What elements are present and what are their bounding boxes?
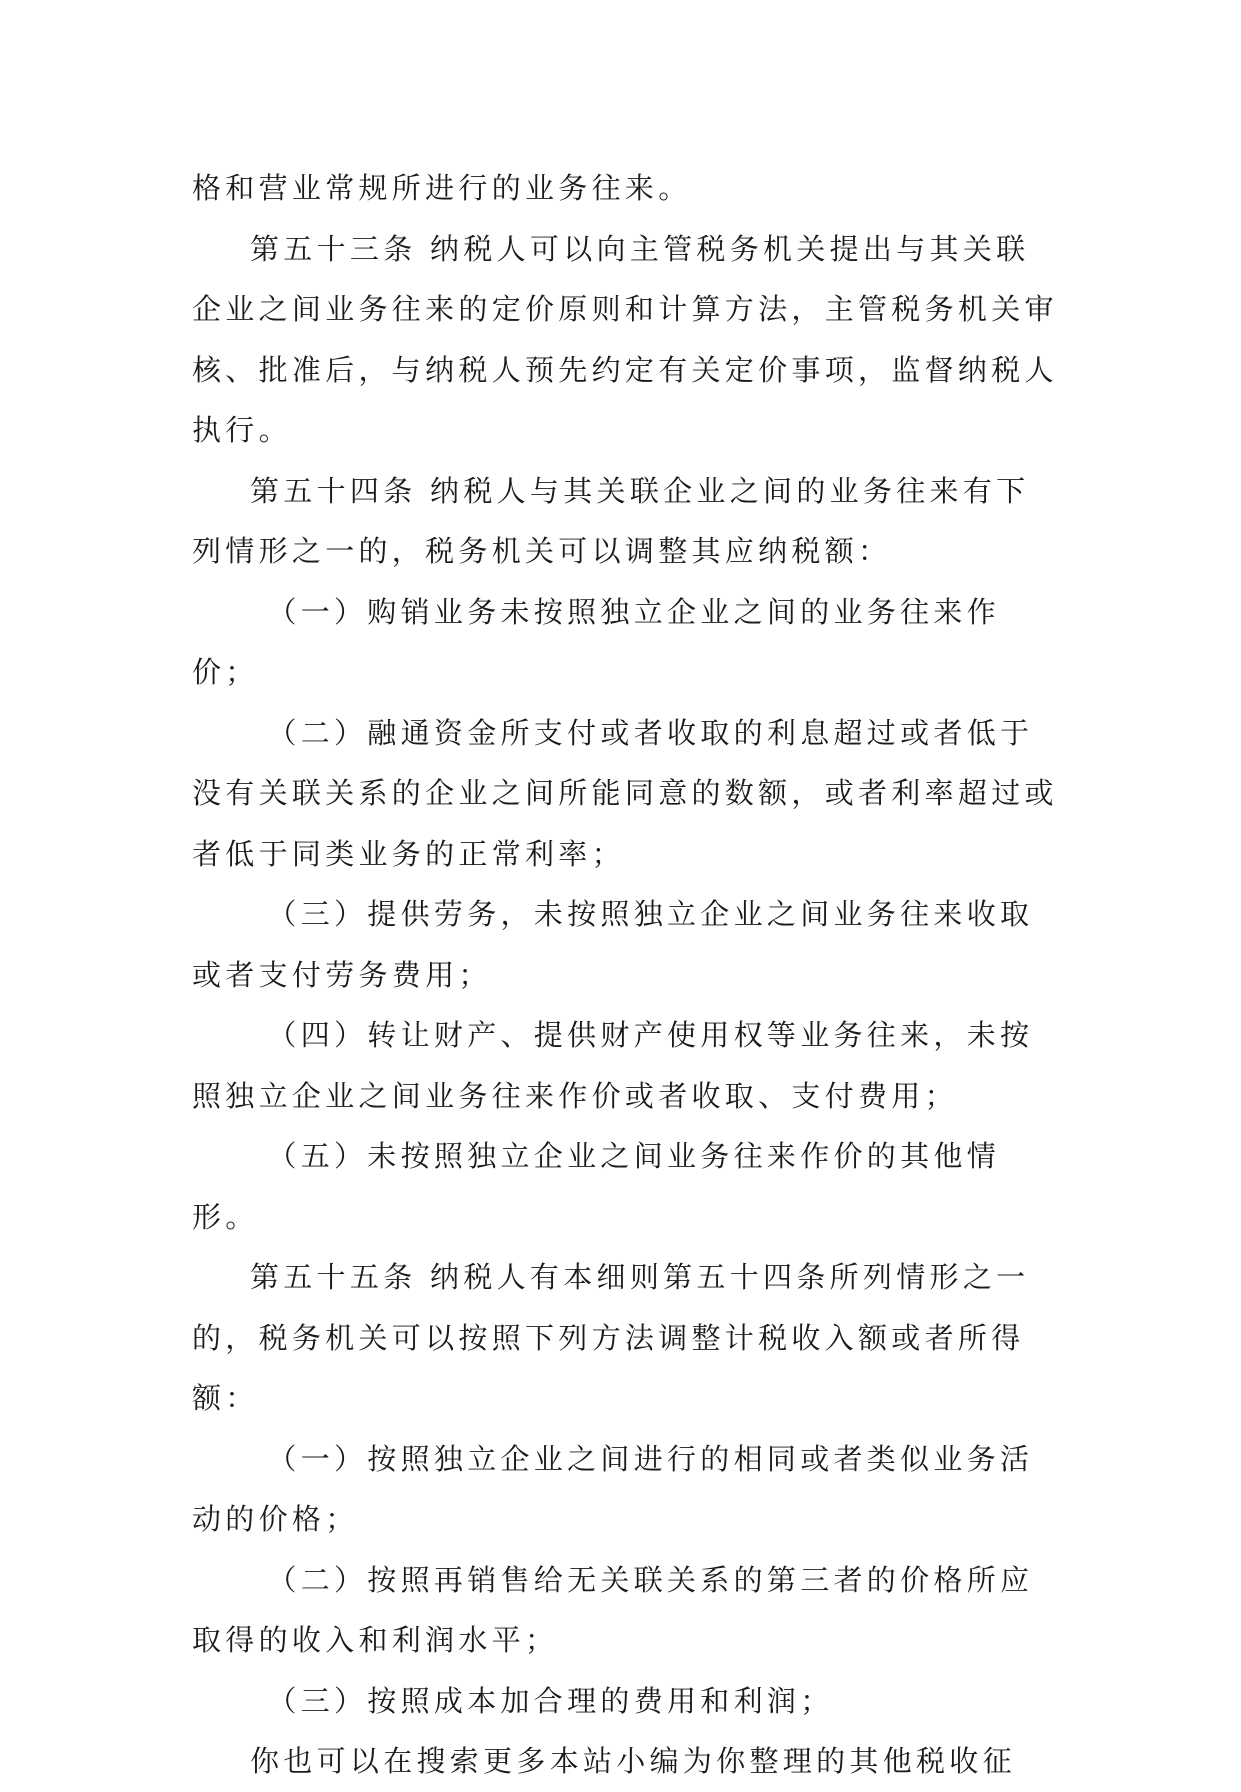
paragraph-article-55-item-3: （三）按照成本加合理的费用和利润； (267, 1683, 834, 1718)
document-body (192, 158, 1062, 1792)
paragraph-article-54-item-5: （五）未按照独立企业之间业务往来作价的其他情形。 (192, 1139, 1000, 1234)
paragraph-article-54: 第五十四条 纳税人与其关联企业之间的业务往来有下列情形之一的，税务机关可以调整其应纳税额： (192, 473, 1030, 568)
paragraph-article-55: 第五十五条 纳税人有本细则第五十四条所列情形之一的，税务机关可以按照下列方法调整计税收入额或者所得额： (192, 1260, 1030, 1415)
paragraph-continuation: 格和营业常规所进行的业务往来。 (192, 171, 692, 205)
paragraph-article-54-item-2: （二）融通资金所支付或者收取的利息超过或者低于没有关联关系的企业之间所能同意的数额，或者利率超过或者低于同类业务的正常利率； (192, 715, 1058, 871)
paragraph-article-54-item-4: （四）转让财产、提供财产使用权等业务往来，未按照独立企业之间业务往来作价或者收取、支付费用； (192, 1018, 1034, 1113)
paragraph-article-53: 第五十三条 纳税人可以向主管税务机关提出与其关联企业之间业务往来的定价原则和计算方法，主管税务机关审核、批准后，与纳税人预先约定有关定价事项，监督纳税人执行。 (192, 231, 1058, 447)
paragraph-article-54-item-1: （一）购销业务未按照独立企业之间的业务往来作价； (192, 594, 1000, 689)
paragraph-article-54-item-3: （三）提供劳务，未按照独立企业之间业务往来收取或者支付劳务费用； (192, 897, 1034, 992)
paragraph-article-55-item-1: （一）按照独立企业之间进行的相同或者类似业务活动的价格； (192, 1441, 1034, 1536)
paragraph-article-55-item-2: （二）按照再销售给无关联关系的第三者的价格所应取得的收入和利润水平； (192, 1562, 1034, 1657)
paragraph-closing-note: 你也可以在搜索更多本站小编为你整理的其他税收征 (250, 1744, 1016, 1778)
